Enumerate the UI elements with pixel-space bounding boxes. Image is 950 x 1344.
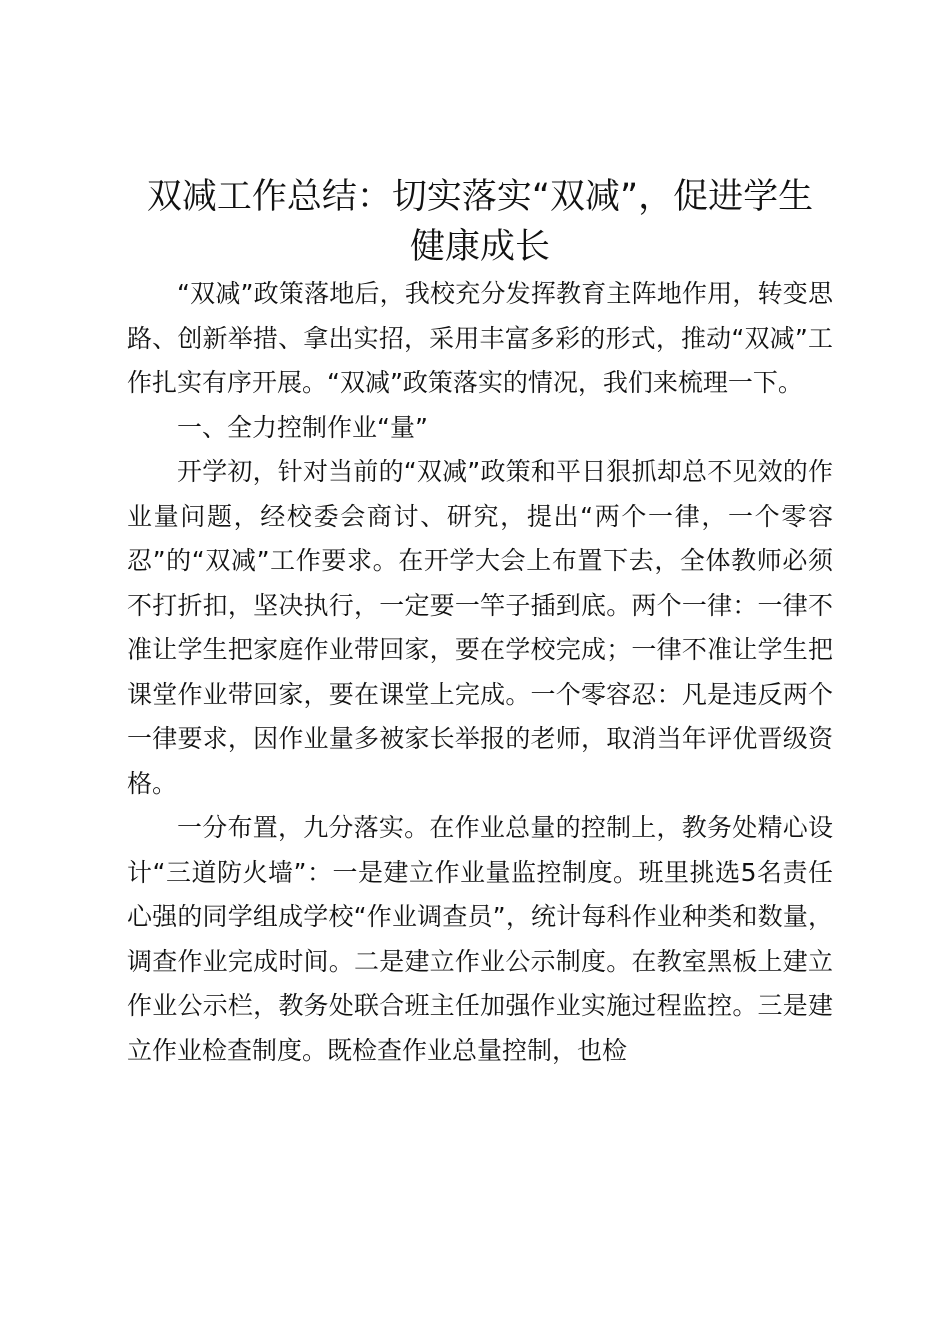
intro-paragraph: “双减”政策落地后，我校充分发挥教育主阵地作用，转变思路、创新举措、拿出实招，采用丰富多彩的形式，推动“双减”工作扎实有序开展。“双减”政策落实的情况，我们来梳理一下。	[127, 279, 833, 397]
section-heading: 一、全力控制作业“量”	[177, 412, 428, 442]
title-line-2: 健康成长	[409, 227, 550, 267]
title-line-1: 双减工作总结：切实落实“双减”，促进学生	[146, 177, 814, 217]
document-body	[127, 172, 833, 1073]
document-title	[127, 172, 833, 272]
body-paragraph: 一分布置，九分落实。在作业总量的控制上，教务处精心设计“三道防火墙”：一是建立作业量监控制度。班里挑选5名责任心强的同学组成学校“作业调查员”，统计每科作业种类和数量，调查作业完成时间。二是建立作业公示制度。在教室黑板上建立作业公示栏，教务处联合班主任加强作业实施过程监控。三是建立作业检查制度。既检查作业总量控制，也检	[127, 813, 833, 1065]
body-paragraph: 开学初，针对当前的“双减”政策和平日狠抓却总不见效的作业量问题，经校委会商讨、研究，提出“两个一律，一个零容忍”的“双减”工作要求。在开学大会上布置下去，全体教师必须不打折扣，坚决执行，一定要一竿子插到底。两个一律：一律不准让学生把家庭作业带回家，要在学校完成；一律不准让学生把课堂作业带回家，要在课堂上完成。一个零容忍：凡是违反两个一律要求，因作业量多被家长举报的老师，取消当年评优晋级资格。	[127, 457, 833, 798]
